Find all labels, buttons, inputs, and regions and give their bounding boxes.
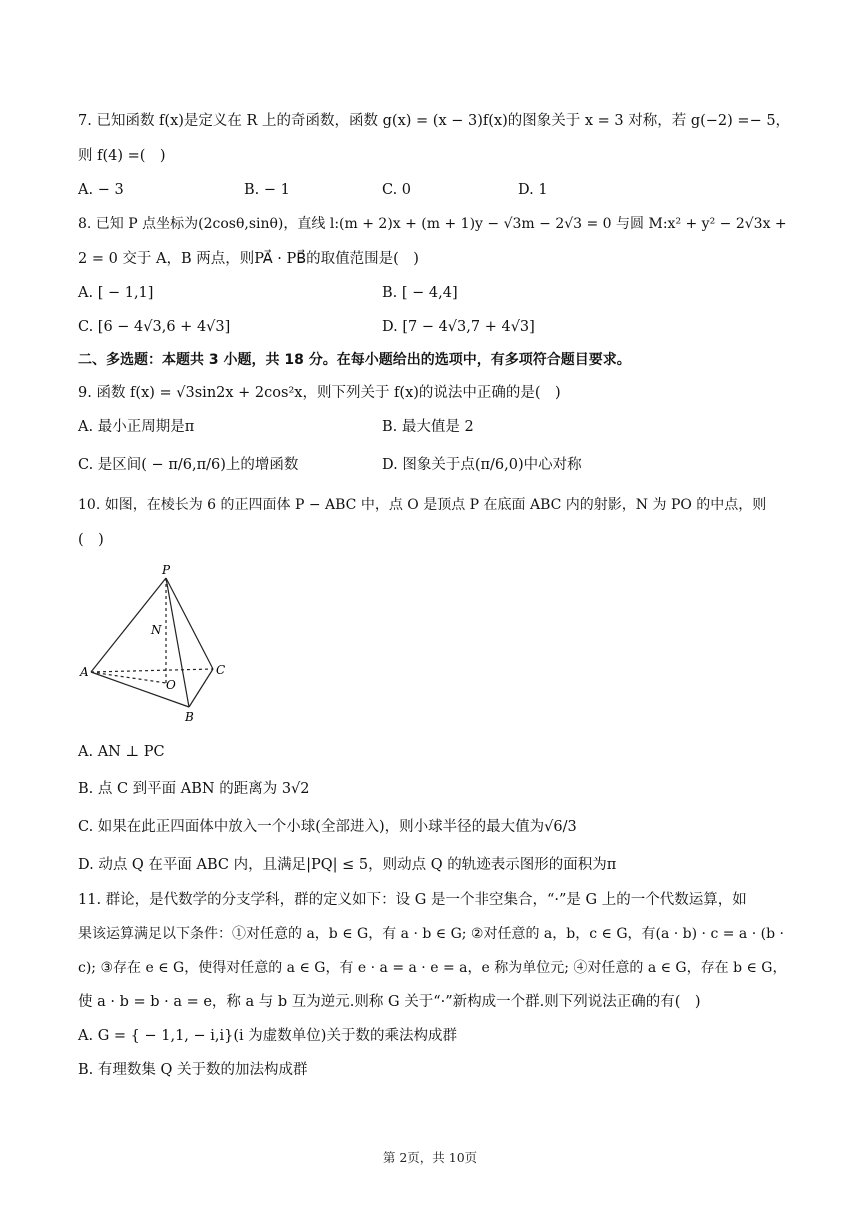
segment-ao-hidden — [91, 672, 166, 683]
label-a: A — [80, 665, 89, 679]
q11-stem-line2: 果该运算满足以下条件：①对任意的 a，b ∈ G，有 a · b ∈ G; ②对任意的 a，b，c ∈ G，有(a · b) · c = a · (b · — [78, 926, 784, 942]
q10-option-a: A. AN ⊥ PC — [78, 744, 165, 760]
q10-option-d: D. 动点 Q 在平面 ABC 内，且满足|PQ| ≤ 5，则动点 Q 的轨迹表示图形的面积为π — [78, 857, 617, 873]
q7-option-c: C. 0 — [382, 182, 412, 198]
q9-option-d: D. 图象关于点(π/6,0)中心对称 — [382, 457, 582, 473]
q11-option-b: B. 有理数集 Q 关于数的加法构成群 — [78, 1062, 308, 1078]
q11-stem-line4: 使 a · b = b · a = e，称 a 与 b 互为逆元.则称 G 关于“·”新构成一个群.则下列说法正确的有( ) — [78, 994, 701, 1010]
q11-stem-line3: c); ③存在 e ∈ G，使得对任意的 a ∈ G，有 e · a = a · e = a，e 称为单位元; ④对任意的 a ∈ G，存在 b ∈ G， — [78, 960, 787, 976]
tetrahedron-figure — [78, 562, 228, 727]
q10-stem-line1: 10. 如图，在棱长为 6 的正四面体 P − ABC 中，点 O 是顶点 P 在底面 ABC 内的射影，N 为 PO 的中点，则 — [78, 497, 767, 513]
label-c: C — [216, 663, 226, 677]
q9-option-a: A. 最小正周期是π — [78, 419, 195, 435]
q8-stem-line1: 8. 已知 P 点坐标为(2cosθ,sinθ)，直线 l:(m + 2)x + (m + 1)y − √3m − 2√3 = 0 与圆 M:x² + y² − 2√3x + — [78, 216, 787, 232]
q8-option-d: D. [7 − 4√3,7 + 4√3] — [382, 319, 535, 335]
q9-option-b: B. 最大值是 2 — [382, 419, 474, 435]
q11-option-a: A. G = { − 1,1, − i,i}(i 为虚数单位)关于数的乘法构成群 — [78, 1028, 457, 1044]
q10-option-c: C. 如果在此正四面体中放入一个小球(全部进入)，则小球半径的最大值为√6/3 — [78, 819, 577, 835]
edge-ac-hidden — [91, 669, 213, 672]
edge-pc — [166, 578, 213, 669]
q10-stem-line2: ( ) — [78, 532, 104, 548]
q7-stem-line2: 则 f(4) =( ) — [78, 148, 166, 164]
section-heading-multi-choice: 二、多选题：本题共 3 小题，共 18 分。在每小题给出的选项中，有多项符合题目要求。 — [78, 352, 631, 368]
q8-option-a: A. [ − 1,1] — [78, 285, 154, 301]
page-number-footer: 第 2页，共 10页 — [382, 1150, 478, 1165]
label-o: O — [166, 678, 176, 692]
q9-stem: 9. 函数 f(x) = √3sin2x + 2cos²x，则下列关于 f(x)的说法中正确的是( ) — [78, 385, 561, 401]
q8-stem-line2: 2 = 0 交于 A，B 两点，则PA⃗ · PB⃗的取值范围是( ) — [78, 251, 419, 267]
label-p: P — [162, 563, 171, 577]
q7-stem-line1: 7. 已知函数 f(x)是定义在 R 上的奇函数，函数 g(x) = (x − 3)f(x)的图象关于 x = 3 对称，若 g(−2) =− 5， — [78, 113, 791, 129]
q9-option-c: C. 是区间( − π/6,π/6)上的增函数 — [78, 457, 299, 473]
q7-option-d: D. 1 — [518, 182, 548, 198]
label-b: B — [185, 710, 194, 724]
edge-bc — [189, 669, 213, 707]
label-n: N — [151, 623, 162, 637]
q7-option-a: A. − 3 — [78, 182, 124, 198]
q8-option-b: B. [ − 4,4] — [382, 285, 458, 301]
q7-option-b: B. − 1 — [244, 182, 290, 198]
q10-option-b: B. 点 C 到平面 ABN 的距离为 3√2 — [78, 781, 310, 797]
q11-stem-line1: 11. 群论，是代数学的分支学科，群的定义如下：设 G 是一个非空集合，“·”是 G 上的一个代数运算，如 — [78, 892, 747, 908]
q8-option-c: C. [6 − 4√3,6 + 4√3] — [78, 319, 231, 335]
